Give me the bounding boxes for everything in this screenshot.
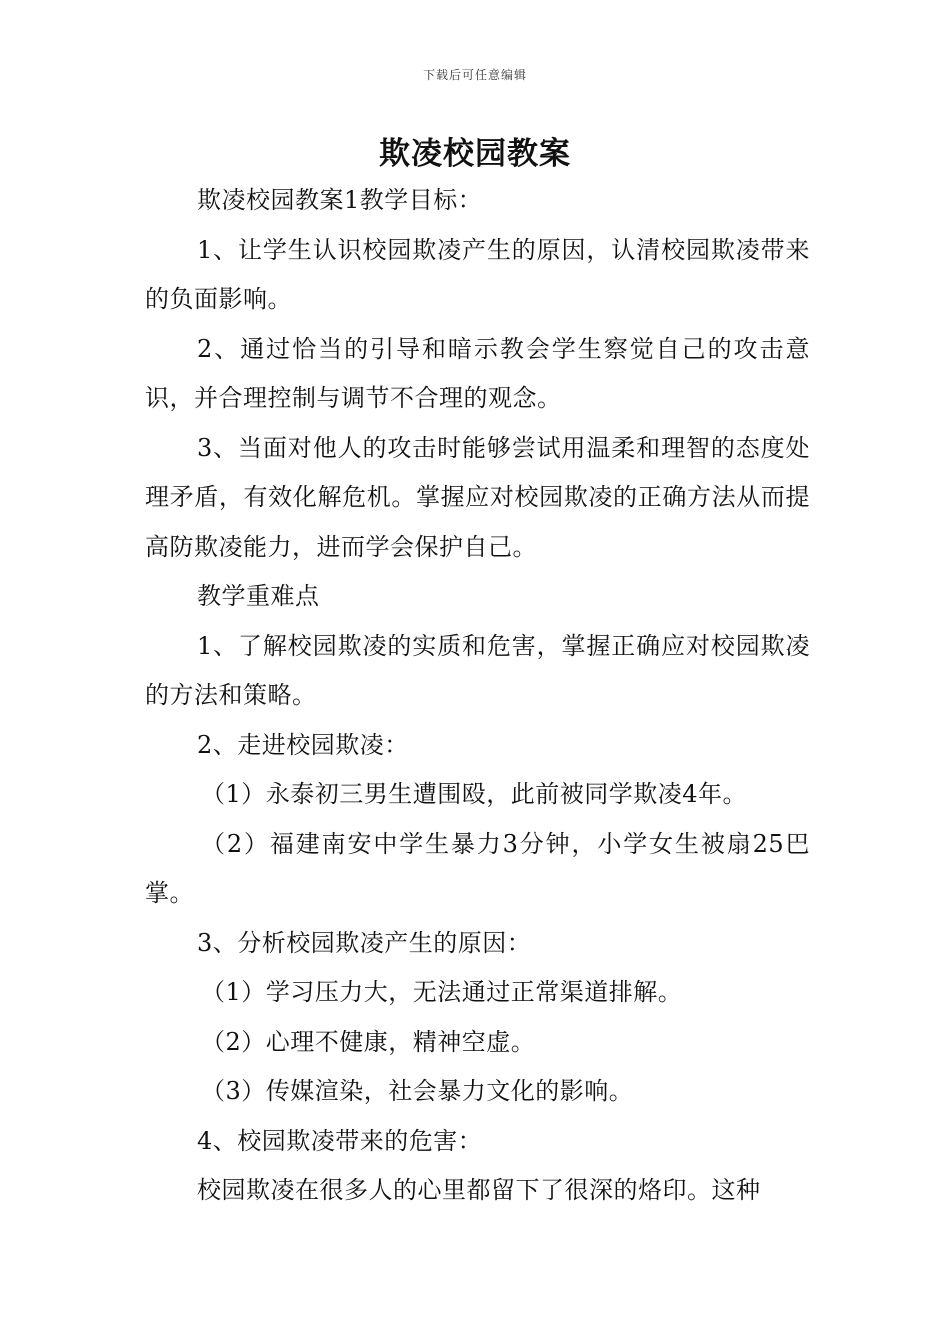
paragraph-cause-1: （1）学习压力大，无法通过正常渠道排解。 — [201, 978, 683, 1006]
paragraph-cause-3: （3）传媒渲染，社会暴力文化的影响。 — [201, 1077, 634, 1105]
paragraph-key-points-heading: 教学重难点 — [197, 582, 320, 610]
paragraph-harm-text: 校园欺凌在很多人的心里都留下了很深的烙印。这种 — [197, 1176, 761, 1204]
paragraph-case-1: （1）永泰初三男生遭围殴，此前被同学欺凌4年。 — [201, 780, 748, 808]
document-title: 欺凌校园教案 — [379, 136, 571, 172]
paragraph-harm-heading: 4、校园欺凌带来的危害： — [197, 1126, 483, 1155]
paragraph-objective-1: 1、让学生认识校园欺凌产生的原因，认清校园欺凌带来的负面影响。 — [145, 235, 810, 313]
document-body — [145, 176, 810, 1216]
paragraph-case-2: （2）福建南安中学生暴力3分钟，小学女生被扇25巴掌。 — [145, 829, 810, 907]
header-note: 下载后可任意编辑 — [422, 68, 527, 82]
paragraph-objective-3: 3、当面对他人的攻击时能够尝试用温柔和理智的态度处理矛盾，有效化解危机。掌握应对校园欺凌的正确方法从而提高防欺凌能力，进而学会保护自己。 — [145, 433, 810, 561]
paragraph-objective-2: 2、通过恰当的引导和暗示教会学生察觉自己的攻击意识，并合理控制与调节不合理的观念。 — [145, 334, 810, 412]
paragraph-cause-2: （2）心理不健康，精神空虚。 — [201, 1027, 536, 1056]
paragraph-key-point-1: 1、了解校园欺凌的实质和危害，掌握正确应对校园欺凌的方法和策略。 — [145, 631, 810, 709]
paragraph-objectives-heading: 欺凌校园教案1教学目标： — [197, 186, 483, 214]
paragraph-causes-heading: 3、分析校园欺凌产生的原因： — [197, 928, 532, 957]
paragraph-key-point-2: 2、走进校园欺凌： — [197, 730, 409, 759]
